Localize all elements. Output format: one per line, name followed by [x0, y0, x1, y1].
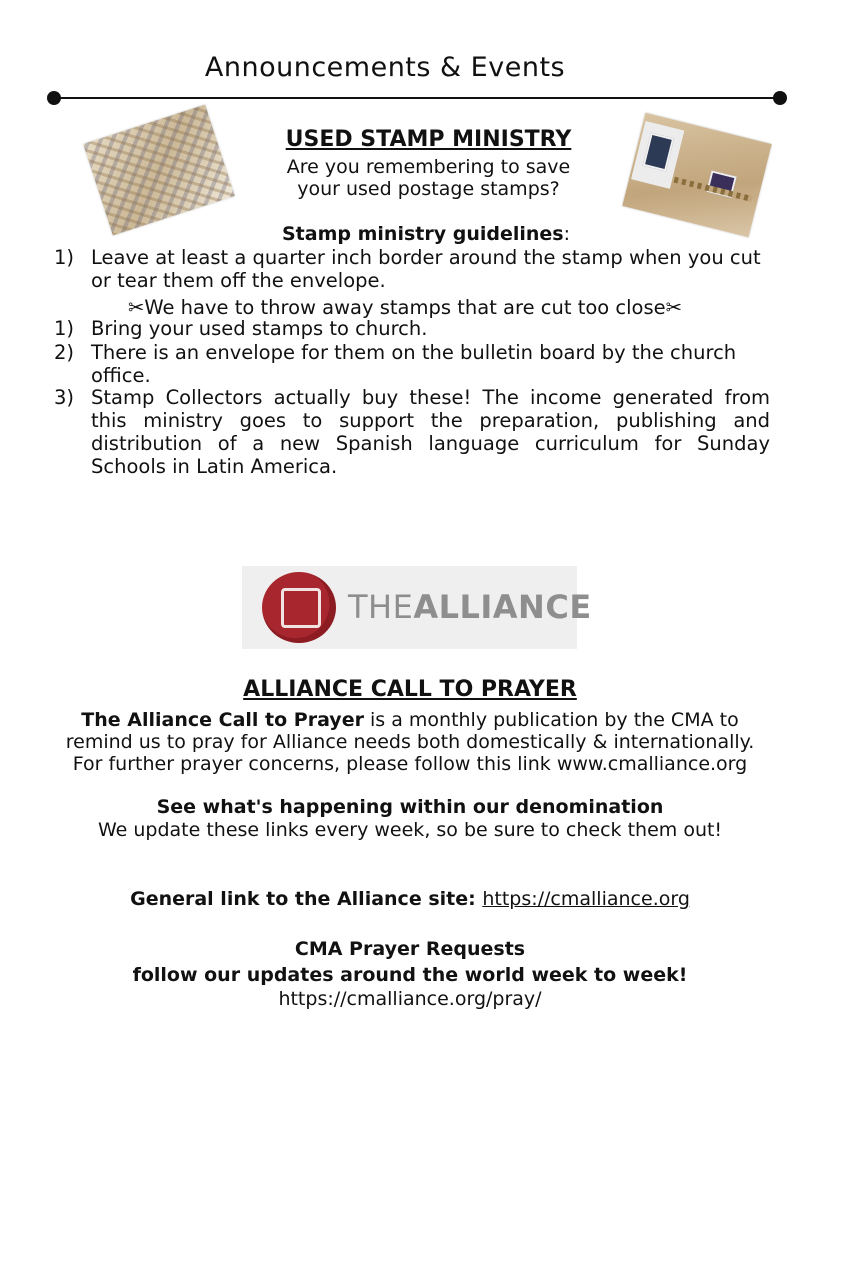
- prayer-intro-line: For further prayer concerns, please follow this link www.cmalliance.org: [72, 753, 748, 775]
- prayer-requests-heading-text: CMA Prayer Requests: [294, 938, 526, 960]
- prayer-intro-line: remind us to pray for Alliance needs both domestically & internationally.: [65, 731, 755, 753]
- stamp-question: [0, 156, 841, 200]
- list-item: [54, 341, 770, 387]
- general-link-line: [0, 888, 820, 910]
- logo-text-bold: ALLIANCE: [413, 588, 592, 626]
- list-item: [54, 317, 770, 340]
- prayer-requests-heading: [0, 938, 820, 960]
- logo-text-light: THE: [348, 588, 414, 626]
- prayer-intro: [0, 709, 820, 731]
- prayer-requests-link[interactable]: https://cmalliance.org/pray/: [278, 988, 542, 1010]
- page-title: Announcements & Events: [204, 52, 566, 83]
- denomination-heading: [0, 796, 820, 818]
- general-link[interactable]: https://cmalliance.org: [482, 888, 690, 910]
- prayer-intro-bold: The Alliance Call to Prayer: [81, 709, 364, 731]
- list-number: 2): [54, 341, 75, 364]
- alliance-seal-icon: [262, 572, 336, 643]
- list-number: 1): [54, 317, 75, 340]
- prayer-intro-rest: is a monthly publication by the CMA to: [363, 709, 739, 731]
- prayer-requests-sub-text: follow our updates around the world week to week!: [132, 964, 688, 986]
- list-text: There is an envelope for them on the bulletin board by the church office.: [91, 341, 737, 387]
- stamp-question-line: your used postage stamps?: [297, 178, 560, 200]
- divider-end-dot: [47, 91, 61, 105]
- prayer-section-title: ALLIANCE CALL TO PRAYER: [243, 677, 577, 702]
- denomination-heading-text: See what's happening within our denomination: [156, 796, 664, 818]
- divider-end-dot: [773, 91, 787, 105]
- list-item: [54, 386, 770, 478]
- scissor-note: ✂We have to throw away stamps that are cut too close✂: [128, 296, 682, 319]
- general-link-label: General link to the Alliance site:: [130, 888, 483, 910]
- list-number: 1): [54, 246, 75, 269]
- list-text: Stamp Collectors actually buy these! The income generated from this ministry goes to support the preparation, publishing and distribution of a new Spanish language curriculum for Sunday Schools in Latin America.: [91, 386, 770, 478]
- prayer-requests-sub: [0, 964, 820, 986]
- list-text: Leave at least a quarter inch border around the stamp when you cut or tear them off the envelope.: [91, 246, 761, 292]
- seal-cross-icon: [281, 588, 321, 628]
- denomination-text: We update these links every week, so be sure to check them out!: [97, 819, 723, 841]
- guidelines-heading: [0, 223, 841, 245]
- header-divider: [54, 97, 780, 99]
- guidelines-colon: :: [563, 223, 570, 245]
- stamp-ministry-title: USED STAMP MINISTRY: [285, 127, 572, 152]
- stamp-question-line: Are you remembering to save: [286, 156, 571, 178]
- list-item: [54, 246, 770, 292]
- alliance-logo: [242, 566, 592, 649]
- list-number: 3): [54, 386, 75, 409]
- list-text: Bring your used stamps to church.: [91, 317, 428, 340]
- alliance-logo-text: [348, 588, 592, 626]
- guidelines-heading-text: Stamp ministry guidelines: [282, 223, 564, 245]
